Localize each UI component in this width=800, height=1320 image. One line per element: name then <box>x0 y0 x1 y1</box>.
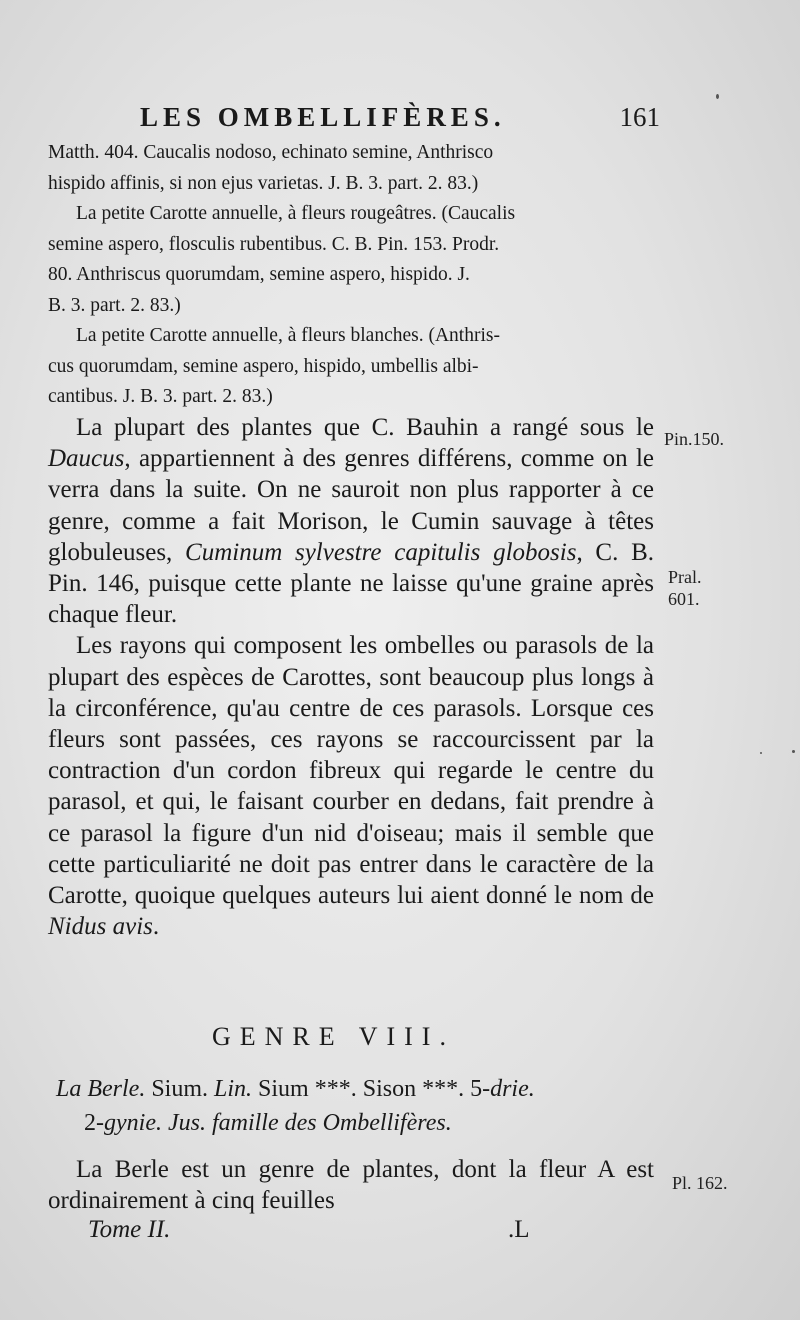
margin-note-line: Pral. <box>668 567 702 587</box>
margin-note-line: 601. <box>668 589 700 609</box>
main-text <box>48 412 654 942</box>
margin-note-pin: Pin.150. <box>664 429 725 449</box>
italic-run: Lin. <box>214 1076 253 1102</box>
italic-run: gynie. Jus. famille des Ombellifères. <box>104 1110 452 1136</box>
italic-run: Nidus avis <box>48 913 153 941</box>
paragraph-2 <box>48 630 654 942</box>
paper-speck <box>760 752 762 754</box>
paper-speck <box>792 750 795 753</box>
synonymy-line: La petite Carotte annuelle, à fleurs blanches. (Anthris- <box>76 325 500 346</box>
italic-run: Daucus <box>48 445 125 473</box>
margin-note-plate: Pl. 162. <box>672 1173 728 1193</box>
genre-definition <box>56 1072 656 1140</box>
synonymy-block <box>48 138 654 413</box>
text-run: La plupart des plantes que C. Bauhin a rangé sous le <box>76 414 654 441</box>
text-run: . <box>152 913 160 941</box>
genre-heading: GENRE VIII. <box>212 1022 455 1051</box>
margin-note-pral <box>668 566 702 610</box>
paper-speck <box>716 94 719 99</box>
genre-def-line-1 <box>56 1072 656 1106</box>
text-run: Les rayons qui composent les ombelles ou parasols de la plupart des espèces de Carottes, sont beaucoup plus longs à la circonférence, qu'au centre de ces parasols. Lorsque ces fleurs sont passées, ces rayons se raccourcissent par la contraction d'un cordon fibreux qui regarde le centre du parasol, et qui, le faisant courber en dedans, fait prendre à ce parasol la figure d'un nid d'oiseau; mais il semble que cette particuliarité ne doit pas entrer dans le caractère de la Carotte, quoique quelques auteurs lui aient donné le nom de <box>48 632 654 910</box>
synonymy-line: 80. Anthriscus quorumdam, semine aspero, hispido. J. <box>48 264 470 285</box>
text-run: 2- <box>84 1110 104 1136</box>
text-run: Sium. <box>145 1076 215 1102</box>
running-header <box>140 102 660 133</box>
italic-run: drie. <box>490 1076 535 1102</box>
italic-run: Cuminum sylvestre capitulis globosis <box>185 538 577 566</box>
paragraph-1 <box>48 412 654 630</box>
synonymy-line: cantibus. J. B. 3. part. 2. 83.) <box>48 386 273 407</box>
synonymy-line: B. 3. part. 2. 83.) <box>48 294 181 316</box>
italic-run: La Berle. <box>56 1076 146 1102</box>
text-run: , C. B. Pin. 146, puisque cette plante ne laisse qu'une graine après chaque fleur. <box>48 538 654 629</box>
running-title: LES OMBELLIFÈRES. <box>140 102 506 132</box>
paragraph-3: La Berle est un genre de plantes, dont la fleur A est ordinairement à cinq feuilles <box>48 1156 654 1215</box>
synonymy-line: cus quorumdam, semine aspero, hispido, umbellis albi- <box>48 355 479 377</box>
closing-paragraph <box>48 1154 654 1216</box>
synonymy-line: Matth. 404. Caucalis nodoso, echinato semine, Anthrisco <box>48 142 494 163</box>
text-run: Sium ***. Sison ***. 5- <box>252 1076 491 1102</box>
synonymy-line: semine aspero, flosculis rubentibus. C. B. Pin. 153. Prodr. <box>48 233 500 255</box>
genre-def-line-2 <box>56 1106 656 1140</box>
synonymy-line: hispido affinis, si non ejus varietas. J. B. 3. part. 2. 83.) <box>48 172 479 194</box>
synonymy-line: La petite Carotte annuelle, à fleurs rougeâtres. (Caucalis <box>76 203 516 224</box>
footer-tome: Tome II. <box>88 1216 171 1243</box>
text-run: , appartiennent à des genres différens, comme on le verra dans la suite. On ne sauroit non plus rapporter à ce genre, comme a fait Morison, le Cumin sauvage à têtes globuleuses, <box>48 445 654 566</box>
footer-signature: .L <box>508 1216 530 1243</box>
page-number: 161 <box>619 102 660 132</box>
